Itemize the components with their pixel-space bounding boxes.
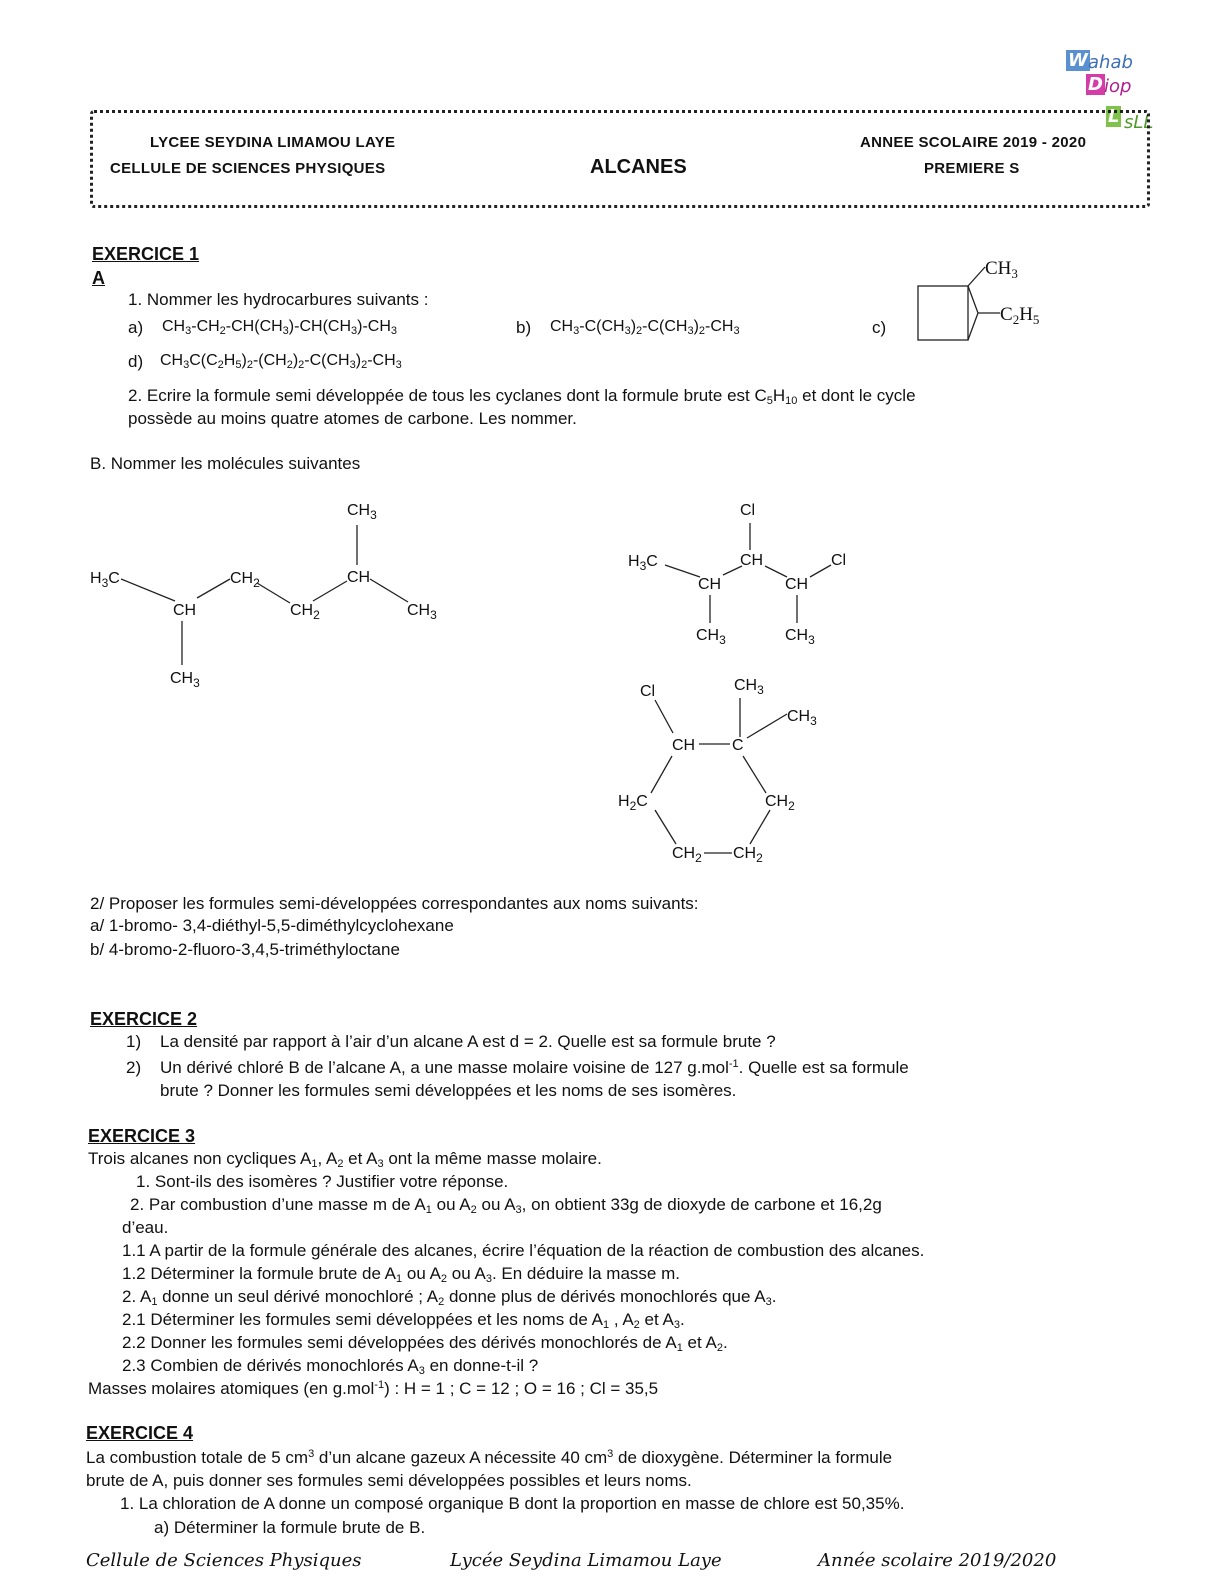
ring-c2h5: $C_2H_5$ bbox=[1000, 304, 1040, 327]
exercise-1-heading: EXERCICE 1 bbox=[92, 244, 200, 264]
ex3-q3-mid: donne un seul dérivé monochloré ; A bbox=[157, 1287, 439, 1306]
ex1-name-a: a/ 1-bromo- 3,4-diéthyl-5,5-diméthylcyclohexane bbox=[90, 916, 454, 935]
ex3-intro-text: Trois alcanes non cycliques A bbox=[88, 1149, 312, 1168]
ex3-q3-text: 2. A bbox=[122, 1287, 152, 1306]
q2-text-b: et dont le cycle bbox=[797, 386, 916, 405]
footer-year: Année scolaire 2019/2020 bbox=[818, 1550, 1057, 1571]
formula-d: $CH_3C(C_2H_5)_2-(CH_2)_2-C(CH_3)_2-CH_3$ bbox=[160, 352, 402, 371]
formula-a-label: a) bbox=[128, 318, 144, 337]
molecule-2-structure bbox=[625, 495, 865, 655]
logo-w: W bbox=[1068, 50, 1088, 71]
part-b-title: B. Nommer les molécules suivantes bbox=[90, 454, 361, 473]
ex1-question-1: 1. Nommer les hydrocarbures suivants : bbox=[128, 290, 429, 309]
ex4-l1-mid: d’un alcane gazeux A nécessite 40 cm bbox=[314, 1448, 608, 1467]
ex2-q1-num: 1) bbox=[126, 1032, 142, 1051]
logo-iop: iop bbox=[1104, 76, 1132, 97]
ex4-q1: 1. La chloration de A donne un composé organique B dont la proportion en masse de chlore est 50,35%. bbox=[120, 1494, 905, 1513]
school-name: LYCEE SEYDINA LIMAMOU LAYE bbox=[150, 134, 396, 151]
exercise-3-heading: EXERCICE 3 bbox=[88, 1126, 196, 1146]
ex3-q1-1: 1.1 A partir de la formule générale des alcanes, écrire l’équation de la réaction de combustion des alcanes. bbox=[122, 1241, 925, 1260]
ex2-q2-cont: brute ? Donner les formules semi développées et les noms de ses isomères. bbox=[160, 1081, 737, 1100]
ex3-q2-text: 2. Par combustion d’une masse m de A bbox=[130, 1195, 426, 1214]
svg-text:Cl: Cl bbox=[640, 683, 656, 700]
logo-sll: sLL bbox=[1124, 112, 1154, 133]
ex2-q1: La densité par rapport à l’air d’un alcane A est d = 2. Quelle est sa formule brute ? bbox=[160, 1032, 776, 1051]
ex3-q32-text: 2.2 Donner les formules semi développées des dérivés monochlorés de A bbox=[122, 1333, 677, 1352]
ex3-q3: 2. $A_1$ donne un seul dérivé monochloré ; $A_2$ donne plus de dérivés monochlorés que $A_3$. bbox=[122, 1287, 777, 1308]
svg-text:CH2: $CH_2$ bbox=[733, 845, 763, 865]
molecule-1-structure bbox=[85, 495, 465, 700]
class-level: PREMIERE S bbox=[924, 160, 1020, 177]
svg-text:CH2: $CH_2$ bbox=[765, 793, 795, 813]
formula-a: $CH_3-CH_2-CH(CH_3)-CH(CH_3)-CH_3$ bbox=[162, 318, 398, 337]
ex3-q31-text: 2.1 Déterminer les formules semi développées et les noms de A bbox=[122, 1310, 603, 1329]
formula-b: $CH_3-C(CH_3)_2-C(CH_3)_2-CH_3$ bbox=[550, 318, 740, 337]
ex3-q2-1: 2.1 Déterminer les formules semi développées et les noms de $A_1$ , $A_2$ et $A_3$. bbox=[122, 1310, 685, 1331]
page-title: ALCANES bbox=[590, 156, 687, 178]
formula-c-label: c) bbox=[872, 318, 887, 337]
bond-ch3 bbox=[968, 267, 985, 286]
svg-text:CH: CH bbox=[740, 552, 764, 569]
q2-text: 2. Ecrire la formule semi développée de tous les cyclanes dont la formule brute est C bbox=[128, 386, 767, 405]
ex3-q12-end: . En déduire la masse m. bbox=[491, 1264, 680, 1283]
ex3-q1-2: 1.2 Déterminer la formule brute de $A_1$ ou $A_2$ ou $A_3$. En déduire la masse m. bbox=[122, 1264, 680, 1285]
logo-ahab: ahab bbox=[1088, 52, 1133, 73]
ex2-q2: Un dérivé chloré B de l’alcane A, a une masse molaire voisine de 127 g.mol$^{-1}$. Quelle est sa formule bbox=[160, 1058, 909, 1077]
svg-text:CH2: $CH_2$ bbox=[230, 570, 260, 590]
svg-text:CH3: $CH_3$ bbox=[696, 627, 726, 647]
formula-d-label: d) bbox=[128, 352, 144, 371]
ex3-q3-end: donne plus de dérivés monochlorés que A bbox=[444, 1287, 766, 1306]
ex3-q33-end: en donne-t-il ? bbox=[424, 1356, 539, 1375]
ex3-q2-2: 2.2 Donner les formules semi développées des dérivés monochlorés de $A_1$ et $A_2$. bbox=[122, 1333, 728, 1354]
ex1-name-b: b/ 4-bromo-2-fluoro-3,4,5-triméthyloctane bbox=[90, 940, 400, 959]
ex3-q2-cont: d’eau. bbox=[122, 1218, 169, 1237]
logo-l: L bbox=[1108, 106, 1120, 127]
svg-text:CH: CH bbox=[698, 576, 722, 593]
ex1-proposal-question: 2/ Proposer les formules semi-développées correspondantes aux noms suivants: bbox=[90, 894, 699, 913]
ex3-q12-text: 1.2 Déterminer la formule brute de A bbox=[122, 1264, 397, 1283]
ex1-question-2: 2. Ecrire la formule semi développée de tous les cyclanes dont la formule brute est $C_5H_{10}$ et dont le cycle bbox=[128, 386, 916, 407]
svg-text:CH3: $CH_3$ bbox=[347, 502, 377, 522]
ex3-q33-text: 2.3 Combien de dérivés monochlorés A bbox=[122, 1356, 419, 1375]
footer-department: Cellule de Sciences Physiques bbox=[86, 1550, 362, 1571]
ex4-line-1: La combustion totale de 5 $cm^3$ d’un alcane gazeux A nécessite 40 $cm^3$ de dioxygène. Déterminer la formule bbox=[86, 1448, 893, 1467]
department-name: CELLULE DE SCIENCES PHYSIQUES bbox=[110, 160, 386, 177]
ex4-qa: a) Déterminer la formule brute de B. bbox=[154, 1518, 426, 1537]
ex3-masses-text: Masses molaires atomiques (en g.mol bbox=[88, 1379, 375, 1398]
svg-text:CH3: $CH_3$ bbox=[787, 708, 817, 728]
svg-text:H3C: $H_3C$ bbox=[90, 570, 120, 590]
svg-text:CH: CH bbox=[173, 602, 197, 619]
formula-b-label: b) bbox=[516, 318, 532, 337]
exercise-4-heading: EXERCICE 4 bbox=[86, 1423, 194, 1443]
ring-square bbox=[918, 286, 968, 340]
school-year: ANNEE SCOLAIRE 2019 - 2020 bbox=[860, 134, 1087, 151]
svg-text:CH2: $CH_2$ bbox=[672, 845, 702, 865]
svg-text:CH: CH bbox=[672, 737, 696, 754]
ex3-intro: Trois alcanes non cycliques $A_1$, $A_2$ et $A_3$ ont la même masse molaire. bbox=[88, 1149, 602, 1170]
svg-text:CH2: $CH_2$ bbox=[290, 602, 320, 622]
ex3-q2: 2. Par combustion d’une masse m de $A_1$ ou $A_2$ ou $A_3$, on obtient 33g de dioxyde de carbone et 16,2g bbox=[130, 1195, 882, 1216]
ex3-q1: 1. Sont-ils des isomères ? Justifier votre réponse. bbox=[136, 1172, 509, 1191]
ex3-masses-end: ) : H = 1 ; C = 12 ; O = 16 ; Cl = 35,5 bbox=[384, 1379, 659, 1398]
svg-text:C: C bbox=[732, 737, 744, 754]
ex1-question-2-cont: possède au moins quatre atomes de carbone. Les nommer. bbox=[128, 409, 577, 428]
footer-school: Lycée Seydina Limamou Laye bbox=[450, 1550, 722, 1571]
svg-text:CH3: $CH_3$ bbox=[734, 677, 764, 697]
ex3-q2-3: 2.3 Combien de dérivés monochlorés $A_3$ en donne-t-il ? bbox=[122, 1356, 539, 1377]
svg-text:Cl: Cl bbox=[740, 502, 756, 519]
logo-d: D bbox=[1088, 74, 1103, 95]
svg-text:CH3: $CH_3$ bbox=[407, 602, 437, 622]
ex4-line-2: brute de A, puis donner ses formules semi développées possibles et leurs noms. bbox=[86, 1471, 692, 1490]
svg-text:Cl: Cl bbox=[831, 552, 847, 569]
svg-text:CH: CH bbox=[347, 569, 371, 586]
ex4-l1-text: La combustion totale de 5 cm bbox=[86, 1448, 309, 1467]
molecule-3-structure bbox=[610, 670, 840, 870]
ring-ch3: $CH_3$ bbox=[985, 258, 1018, 281]
part-a-label: A bbox=[92, 268, 105, 288]
ex3-molar-masses: Masses molaires atomiques (en g.mol$^{-1}$) : H = 1 ; C = 12 ; O = 16 ; Cl = 35,5 bbox=[88, 1379, 659, 1398]
ex3-q2-end: , on obtient 33g de dioxyde de carbone et 16,2g bbox=[521, 1195, 882, 1214]
svg-text:CH3: $CH_3$ bbox=[170, 670, 200, 690]
ex4-l1-end: de dioxygène. Déterminer la formule bbox=[613, 1448, 893, 1467]
svg-text:CH3: $CH_3$ bbox=[785, 627, 815, 647]
ex2-q2-num: 2) bbox=[126, 1058, 142, 1077]
ex2-q2-text: Un dérivé chloré B de l’alcane A, a une masse molaire voisine de 127 g.mol bbox=[160, 1058, 729, 1077]
ring-apex bbox=[968, 286, 978, 340]
svg-text:CH: CH bbox=[785, 576, 809, 593]
cyclopentane-structure bbox=[905, 250, 1065, 350]
exercise-2-heading: EXERCICE 2 bbox=[90, 1009, 198, 1029]
ex2-q2-text-b: . Quelle est sa formule bbox=[738, 1058, 909, 1077]
svg-text:H2C: $H_2C$ bbox=[618, 793, 648, 813]
svg-text:H3C: $H_3C$ bbox=[628, 553, 658, 573]
